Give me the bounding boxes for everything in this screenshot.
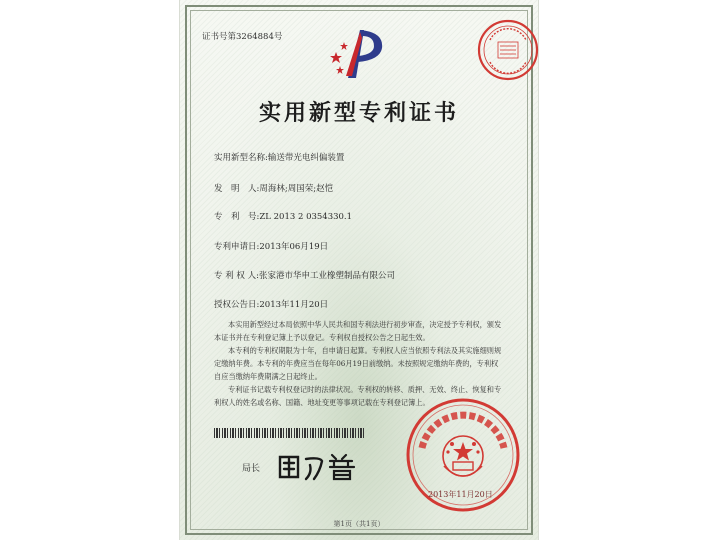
field-label: 发 明 人: (214, 184, 260, 194)
field-label: 授权公告日: (214, 300, 260, 310)
field-application-date (214, 240, 328, 252)
field-value: 周海林;周国荣;赵恺 (259, 184, 334, 194)
certificate-title: 实用新型专利证书 (258, 100, 459, 126)
field-label: 专 利 号: (214, 212, 260, 222)
director-signature-icon (276, 447, 366, 483)
field-value: 2013年06月19日 (259, 242, 329, 252)
field-label: 专利申请日: (214, 242, 260, 252)
field-value: ZL 2013 2 0354330.1 (259, 212, 353, 222)
sipo-logo-icon (326, 22, 388, 84)
field-label: 实用新型名称: (214, 153, 268, 163)
page-info: 第1页（共1页） (333, 520, 385, 528)
field-utility-model-name (214, 151, 344, 163)
field-value: 输送带光电纠偏装置 (267, 153, 345, 163)
field-patentee (214, 269, 395, 281)
body-paragraph: 本专利的专利权期限为十年，自申请日起算。专利权人应当依照专利法及其实施细则规定缴纳年费。本专利的年费应当在每年06月19日前缴纳。未按照规定缴纳年费的，专利权自应当缴纳年费期满之日起终止。 (214, 346, 502, 381)
body-paragraph: 本实用新型经过本局依照中华人民共和国专利法进行初步审查，决定授予专利权，颁发本证书并在专利登记簿上予以登记。专利权自授权公告之日起生效。 (214, 320, 502, 342)
field-inventors (214, 182, 333, 194)
field-label: 专 利 权 人: (214, 271, 259, 281)
barcode (214, 428, 364, 438)
director-label: 局长 (242, 464, 261, 474)
patent-certificate (180, 0, 538, 540)
certificate-number: 证书号第3264884号 (202, 32, 283, 42)
field-value: 2013年11月20日 (259, 300, 329, 310)
body-paragraph: 专利证书记载专利权登记时的法律状况。专利权的转移、质押、无效、终止、恢复和专利权人的姓名或名称、国籍、地址变更等事项记载在专利登记簿上。 (214, 385, 502, 407)
field-grant-date (214, 298, 328, 310)
field-patent-number (214, 210, 352, 222)
red-round-seal-icon (476, 18, 540, 82)
field-value: 张家港市华申工业橡塑制品有限公司 (258, 271, 395, 281)
seal-date: 2013年11月20日 (428, 490, 493, 499)
